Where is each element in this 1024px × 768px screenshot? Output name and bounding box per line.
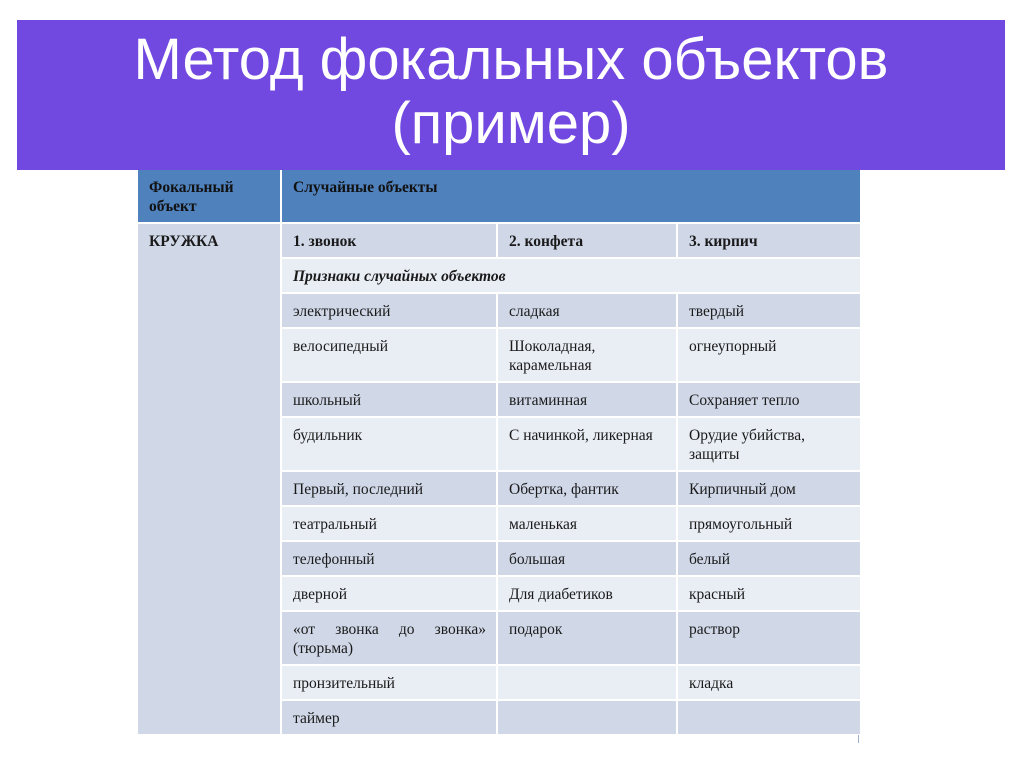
table-cell: Орудие убийства, защиты — [678, 418, 860, 472]
table-cell: красный — [678, 577, 860, 612]
table-cell: маленькая — [498, 507, 678, 542]
table-cell: огнеупорный — [678, 329, 860, 383]
random-object-1: 1. звонок — [282, 224, 498, 259]
table-row — [138, 224, 860, 259]
table-cell: Шоколадная, карамельная — [498, 329, 678, 383]
table-cell — [498, 666, 678, 701]
focal-object-cell: КРУЖКА — [138, 224, 282, 736]
table-cell: Сохраняет тепло — [678, 383, 860, 418]
table-cell: будильник — [282, 418, 498, 472]
table-cell: витаминная — [498, 383, 678, 418]
random-object-3: 3. кирпич — [678, 224, 860, 259]
table-cell: Для диабетиков — [498, 577, 678, 612]
table-cell: таймер — [282, 701, 498, 736]
focal-objects-table — [138, 170, 860, 736]
table-cell: Первый, последний — [282, 472, 498, 507]
header-focal-object: Фокальный объект — [138, 170, 282, 224]
table-cell: сладкая — [498, 294, 678, 329]
table-cell: белый — [678, 542, 860, 577]
table-cell: подарок — [498, 612, 678, 666]
table-cell: пронзительный — [282, 666, 498, 701]
table-cell: дверной — [282, 577, 498, 612]
table-header-row — [138, 170, 860, 224]
table-cell: прямоугольный — [678, 507, 860, 542]
table-cell: твердый — [678, 294, 860, 329]
table-cell — [678, 701, 860, 736]
corner-mark — [858, 735, 863, 743]
table-cell: электрический — [282, 294, 498, 329]
slide-title-line1: Метод фокальных объектов — [133, 27, 889, 92]
random-object-2: 2. конфета — [498, 224, 678, 259]
table-cell: театральный — [282, 507, 498, 542]
table-cell: Обертка, фантик — [498, 472, 678, 507]
table-cell: «от звонка до звонка» (тюрьма) — [282, 612, 498, 666]
table-cell: Кирпичный дом — [678, 472, 860, 507]
table-cell: С начинкой, ликерная — [498, 418, 678, 472]
attributes-label: Признаки случайных объектов — [282, 259, 860, 294]
slide-title-line2: (пример) — [391, 91, 631, 156]
table-cell: телефонный — [282, 542, 498, 577]
table-cell: раствор — [678, 612, 860, 666]
table-cell — [498, 701, 678, 736]
table-cell: большая — [498, 542, 678, 577]
table-cell: школьный — [282, 383, 498, 418]
slide-title — [17, 28, 1005, 156]
header-random-objects: Случайные объекты — [282, 170, 860, 224]
table-cell: велосипедный — [282, 329, 498, 383]
table-cell: кладка — [678, 666, 860, 701]
